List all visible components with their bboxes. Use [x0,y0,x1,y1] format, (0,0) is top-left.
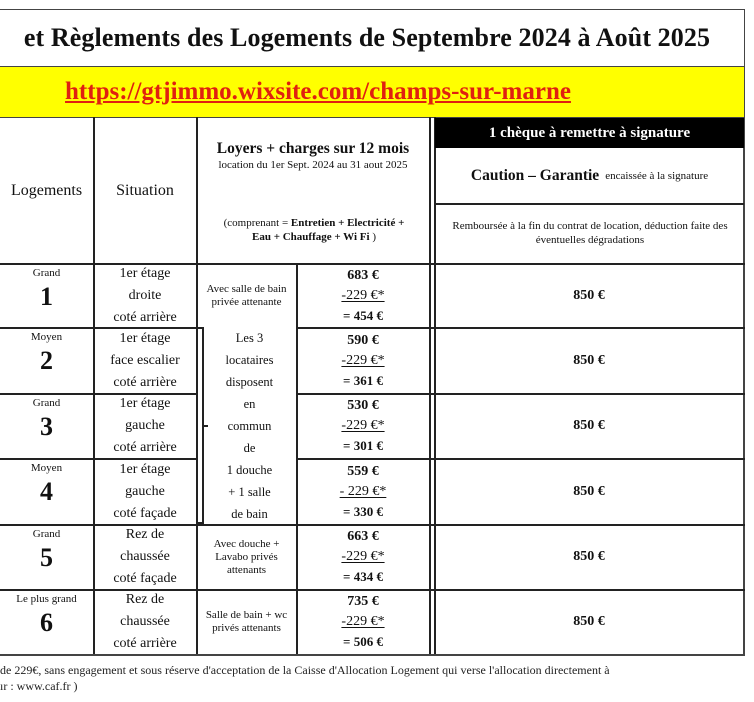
allocation-deduction: -229 €* [341,614,385,629]
size-label: Le plus grand [16,593,77,605]
footer-note-line2: ır : www.caf.fr ) [0,679,78,693]
row-3-logement [0,394,93,458]
row-1-description: Avec salle de bain privée attenante [206,282,287,308]
size-label: Grand [32,397,61,409]
row-5-situation: Rez de chaussée coté façade [113,527,177,586]
rent-amount: 735 € [347,594,379,609]
rent-amount: 559 € [347,463,379,479]
row-4-price [297,459,429,524]
logement-number: 2 [40,346,53,375]
website-link[interactable]: https://gtjimmo.wixsite.com/champs-sur-marne [65,78,571,105]
row-4-deposit: 850 € [573,483,605,499]
shared-bathroom-note: Les 3 locataires disposent en commun de 1 douche + 1 salle de bain [225,331,274,521]
row-2-logement [0,328,93,393]
cheque-header: 1 chèque à remettre à signature [435,118,744,148]
row-1-price [297,264,429,327]
row-3-deposit: 850 € [573,418,605,433]
allocation-deduction: -229 €* [341,352,385,368]
row-3-price [297,394,429,458]
rent-amount: 663 € [347,529,379,544]
document-title: et Règlements des Logements de Septembre 2024 à Août 2025 [23,23,711,52]
row-4-logement [0,459,93,524]
size-label: Grand [32,267,61,279]
rent-amount: 530 € [347,398,379,413]
comprenant-prefix: (comprenant = [223,217,291,229]
allocation-deduction: -229 €* [341,549,385,564]
net-rent: = 454 € [343,307,383,323]
row-4-situation: 1er étage gauche coté façade [113,461,177,521]
row-2-price [297,328,429,393]
rembourse-note: Remboursée à la fin du contrat de location, déduction faite des éventuelles dégradations [452,220,728,246]
caution-title: Caution – Garantie [470,166,600,184]
net-rent: = 434 € [343,569,383,584]
row-1-logement [0,264,93,327]
logement-number: 1 [40,282,53,311]
net-rent: = 506 € [343,634,383,649]
allocation-deduction: -229 €* [341,418,385,433]
net-rent: = 361 € [343,372,383,388]
row-5-price [297,525,429,589]
logement-number: 3 [40,412,53,441]
row-6-logement [0,590,93,654]
allocation-deduction: - 229 €* [339,483,387,499]
logement-number: 5 [40,543,53,572]
caution-header [435,148,744,203]
row-1-situation: 1er étage droite coté arrière [113,265,177,325]
row-1-deposit: 850 € [573,287,605,303]
row-3-situation: 1er étage gauche coté arrière [113,396,177,455]
caution-note: encaissée à la signature [605,169,709,182]
allocation-deduction: -229 €* [341,287,385,303]
size-label: Moyen [30,331,63,343]
row-2-situation: 1er étage face escalier coté arrière [110,330,180,390]
size-label: Grand [32,528,61,540]
row-5-logement [0,525,93,589]
loyers-title: Loyers + charges sur 12 mois [216,140,410,157]
row-6-situation: Rez de chaussée coté arrière [113,592,177,651]
logement-number: 4 [40,477,53,506]
net-rent: = 330 € [343,503,383,519]
row-6-deposit: 850 € [573,614,605,629]
rent-amount: 590 € [347,332,379,348]
row-6-price [297,590,429,654]
footer-note-line1: de 229€, sans engagement et sous réserve d'acceptation de la Caisse d'Allocation Logement qui verse l'allocation directement à [0,663,610,677]
row-6-description: Salle de bain + wc privés attenants [205,609,288,634]
row-5-deposit: 850 € [573,549,605,564]
header-comprenant [200,212,428,248]
size-label: Moyen [30,462,63,474]
comprenant-items-2: Eau + Chauffage + Wi Fi [252,231,370,243]
logement-number: 6 [40,608,53,637]
header-logements: Logements [10,181,83,199]
rent-amount: 683 € [347,267,379,283]
comprenant-suffix: ) [369,231,376,243]
header-loyers [197,140,429,180]
row-5-description: Avec douche + Lavabo privés attenants [213,537,280,576]
header-situation: Situation [116,181,174,199]
comprenant-items-1: Entretien + Electricité + [290,217,405,229]
loyers-subtitle: location du 1er Sept. 2024 au 31 aout 2025 [218,159,408,171]
row-2-deposit: 850 € [573,352,605,368]
net-rent: = 301 € [343,438,383,453]
